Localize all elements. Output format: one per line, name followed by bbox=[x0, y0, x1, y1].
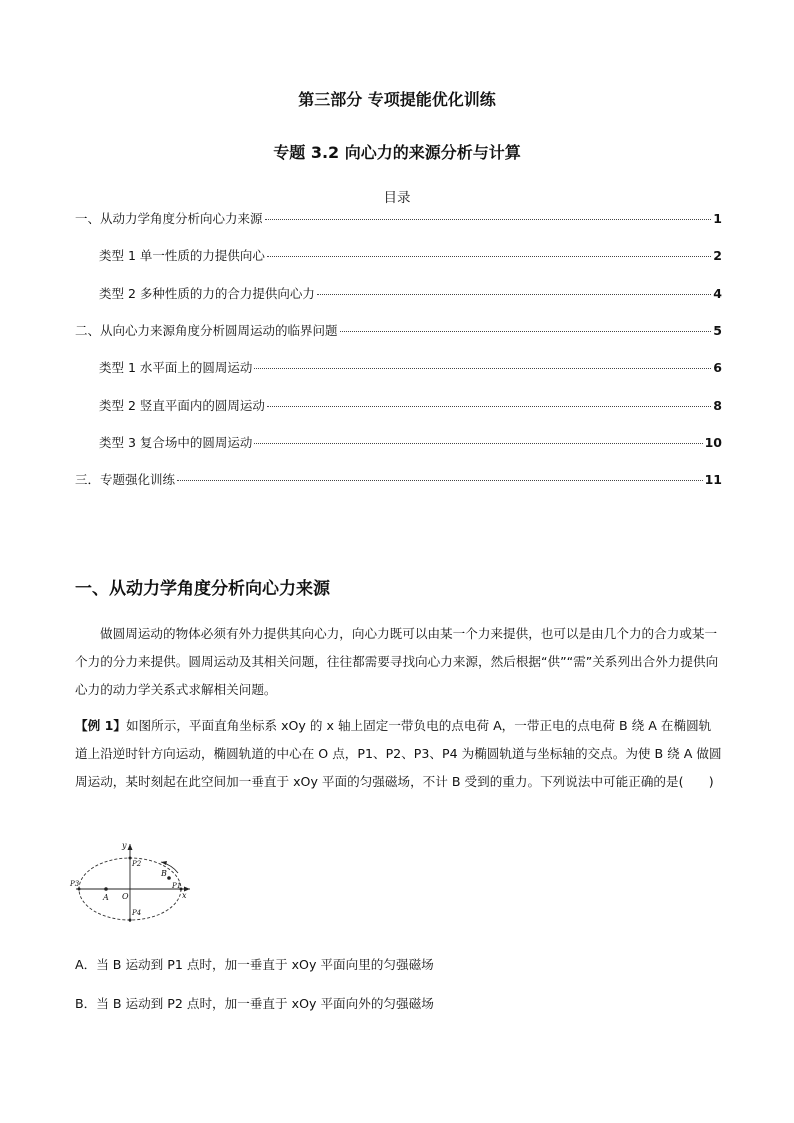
toc-item-label: 二、从向心力来源角度分析圆周运动的临界问题 bbox=[75, 323, 338, 338]
toc-leader-dots bbox=[267, 406, 711, 407]
a-label: A bbox=[103, 893, 109, 902]
example-paragraph bbox=[75, 712, 722, 796]
option-a[interactable]: A．当 B 运动到 P1 点时，加一垂直于 xOy 平面向里的匀强磁场 bbox=[75, 957, 434, 972]
part-title: 第三部分 专项提能优化训练 bbox=[298, 90, 496, 109]
toc-leader-dots bbox=[317, 294, 711, 295]
p2-label: P2 bbox=[132, 860, 142, 868]
toc-item-label: 类型 2 竖直平面内的圆周运动 bbox=[99, 398, 265, 413]
toc-item-label: 三．专题强化训练 bbox=[75, 472, 176, 487]
toc-leader-dots bbox=[265, 219, 712, 220]
example-label: 【例 1】 bbox=[75, 718, 126, 733]
toc-item-label: 类型 3 复合场中的圆周运动 bbox=[99, 435, 253, 450]
y-axis-arrow-icon bbox=[128, 844, 133, 850]
toc-leader-dots bbox=[177, 480, 703, 481]
toc-leader-dots bbox=[267, 256, 711, 257]
origin-label: O bbox=[122, 892, 129, 901]
p3-label: P3 bbox=[70, 880, 80, 888]
toc-item-label: 类型 1 单一性质的力提供向心 bbox=[99, 248, 265, 263]
toc-heading: 目录 bbox=[383, 190, 411, 206]
topic-title: 专题 3.2 向心力的来源分析与计算 bbox=[273, 143, 521, 162]
toc-item-page: 8 bbox=[713, 398, 722, 413]
charge-a-dot bbox=[104, 887, 108, 891]
p4-label: P4 bbox=[132, 909, 142, 917]
example-text: 如图所示，平面直角坐标系 xOy 的 x 轴上固定一带负电的点电荷 A，一带正电的点电荷 B 绕 A 在椭圆轨道上沿逆时针方向运动，椭圆轨道的中心在 O 点，P1、P2、P3、P4 为椭圆轨道与坐标轴的交点。为使 B 绕 A 做圆周运动，某时刻起在此空间加一垂直于 xOy 平面的匀强磁场，不计 B 受到的重力。下列说法中可能正确的是( ) bbox=[75, 718, 722, 789]
toc-item[interactable] bbox=[75, 470, 722, 490]
toc-item[interactable] bbox=[75, 209, 722, 229]
toc-item[interactable] bbox=[99, 396, 722, 416]
p1-label: P1 bbox=[172, 882, 182, 890]
toc-leader-dots bbox=[254, 443, 702, 444]
toc-leader-dots bbox=[340, 331, 712, 332]
toc-item-label: 类型 1 水平面上的圆周运动 bbox=[99, 360, 253, 375]
toc-item-label: 类型 2 多种性质的力的合力提供向心力 bbox=[99, 286, 315, 301]
y-label: y bbox=[122, 841, 127, 850]
toc-item-page: 11 bbox=[704, 472, 722, 487]
toc-item[interactable] bbox=[99, 284, 722, 304]
toc-item-label: 一、从动力学角度分析向心力来源 bbox=[75, 211, 263, 226]
toc-item-page: 2 bbox=[713, 248, 722, 263]
toc-item-page: 10 bbox=[704, 435, 722, 450]
intro-paragraph: 做圆周运动的物体必须有外力提供其向心力，向心力既可以由某一个力来提供，也可以是由几个力的合力或某一个力的分力来提供。圆周运动及其相关问题，往往都需要寻找向心力来源，然后根据“供”“需”关系列出合外力提供向心力的动力学关系式求解相关问题。 bbox=[75, 626, 719, 697]
toc-item[interactable] bbox=[99, 433, 722, 453]
toc-item-page: 1 bbox=[713, 211, 722, 226]
option-b[interactable]: B．当 B 运动到 P2 点时，加一垂直于 xOy 平面向外的匀强磁场 bbox=[75, 996, 434, 1011]
section-title: 一、从动力学角度分析向心力来源 bbox=[75, 579, 330, 599]
ellipse-orbit-figure bbox=[68, 838, 194, 922]
counterclockwise-arrow-icon bbox=[161, 861, 167, 865]
toc-item-page: 6 bbox=[713, 360, 722, 375]
toc-item[interactable] bbox=[99, 246, 722, 266]
x-label: x bbox=[182, 891, 187, 900]
b-label: B bbox=[161, 869, 167, 878]
charge-b-dot bbox=[167, 876, 171, 880]
toc-leader-dots bbox=[254, 368, 711, 369]
toc-item[interactable] bbox=[99, 358, 722, 378]
toc-item[interactable] bbox=[75, 321, 722, 341]
p4-dot bbox=[129, 919, 132, 922]
toc-item-page: 5 bbox=[713, 323, 722, 338]
toc-item-page: 4 bbox=[713, 286, 722, 301]
